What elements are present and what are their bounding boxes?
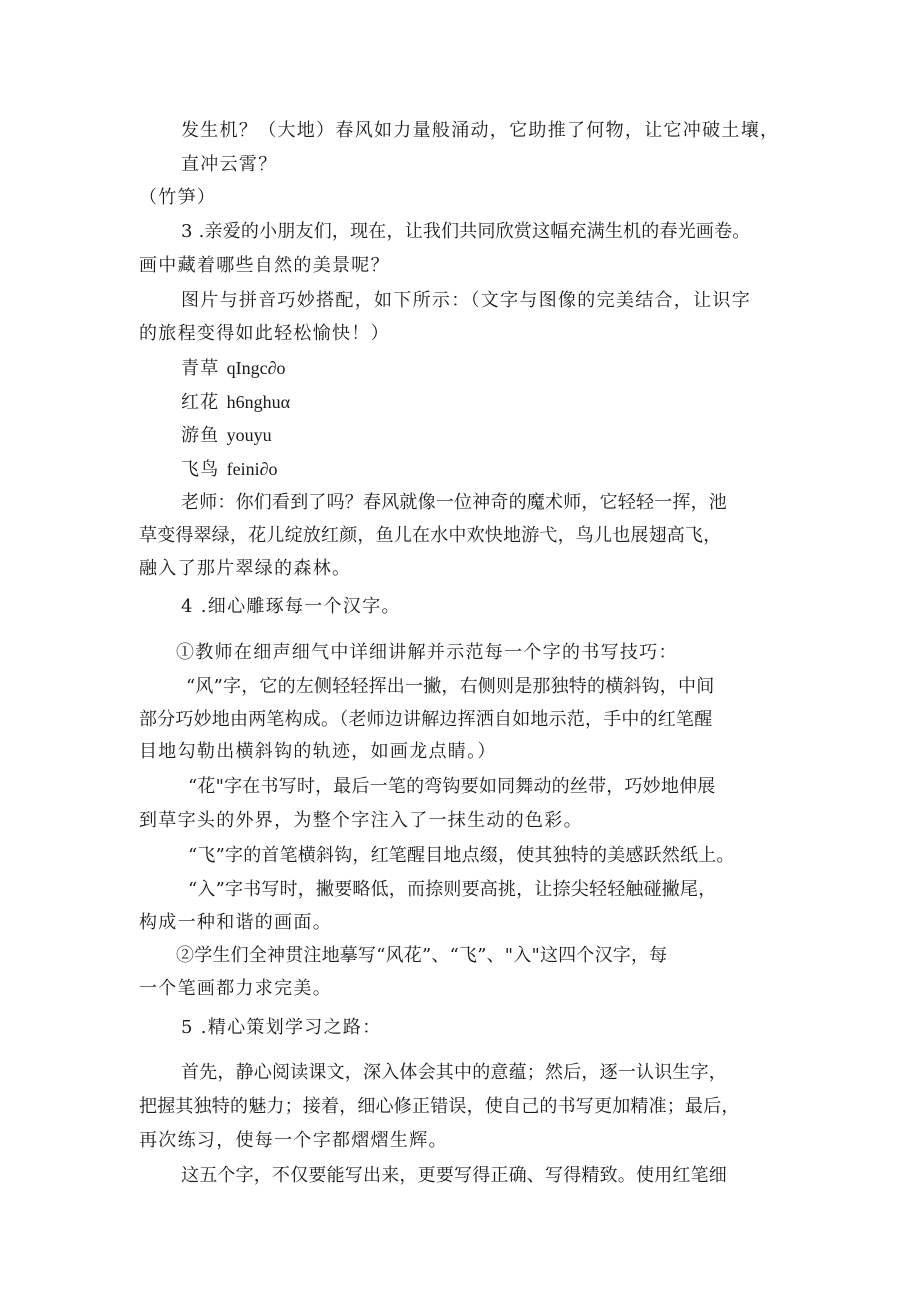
text-line: 再次练习，使每一个字都熠熠生辉。 <box>139 1130 448 1151</box>
vocab-item <box>181 357 286 380</box>
text-line: 部分巧妙地由两笔构成。（老师边讲解边挥洒自如地示范，手中的红笔醒 <box>139 709 713 730</box>
text-line: 融入了那片翠绿的森林。 <box>139 558 352 579</box>
vocab-item <box>181 391 290 414</box>
text-line: 把握其独特的魅力；接着，细心修正错误，使自己的书写更加精准；最后， <box>139 1096 740 1117</box>
text-line: 到草字头的外界，为整个字注入了一抹生动的色彩。 <box>139 810 583 831</box>
text-line: 3 .亲爱的小朋友们，现在，让我们共同欣赏这幅充满生机的春光画卷。 <box>181 221 751 242</box>
text-line: 一个笔画都力求完美。 <box>139 978 332 999</box>
section-heading: 5 .精心策划学习之路： <box>181 1017 382 1038</box>
text-line: 老师：你们看到了吗？春风就像一位神奇的魔术师，它轻轻一挥，池 <box>181 492 727 513</box>
text-line: ①教师在细声细气中详细讲解并示范每一个字的书写技巧： <box>176 642 678 663</box>
text-line: 这五个字，不仅要能写出来，更要写得正确、写得精致。使用红笔细 <box>181 1165 727 1186</box>
text-line: “飞”字的首笔横斜钩，红笔醒目地点缀，使其独特的美感跃然纸上。 <box>188 845 735 866</box>
vocab-item <box>181 458 278 481</box>
vocab-pinyin: h6nghuα <box>226 392 291 412</box>
text-line: 首先，静心阅读课文，深入体会其中的意蕴；然后，逐一认识生字， <box>181 1062 727 1083</box>
text-line: 的旅程变得如此轻松愉快！） <box>139 323 390 344</box>
vocab-item <box>181 424 272 447</box>
text-line: 草变得翠绿，花儿绽放红颜，鱼儿在水中欢快地游弋，鸟儿也展翅高飞， <box>139 525 722 546</box>
section-heading: 4 .细心雕琢每一个汉字。 <box>181 596 401 617</box>
vocab-word: 红花 <box>181 392 220 413</box>
text-line: “入”字书写时，撇要略低，而捺则要高挑，让捺尖轻轻触碰撇尾， <box>188 879 717 900</box>
vocab-word: 游鱼 <box>181 425 220 446</box>
text-line: “风”字，它的左侧轻轻挥出一撇，右侧则是那独特的横斜钩，中间 <box>186 676 715 697</box>
text-line: “花"字在书写时，最后一笔的弯钩要如同舞动的丝带，巧妙地伸展 <box>188 776 716 797</box>
text-line: ②学生们全神贯注地摹写“风花”、“飞”、"入"这四个汉字，每 <box>176 945 668 966</box>
vocab-word: 飞鸟 <box>181 459 220 480</box>
text-line: 目地勾勒出横斜钩的轨迹，如画龙点睛。） <box>139 741 497 762</box>
vocab-pinyin: youyu <box>226 425 272 445</box>
text-line: （竹笋） <box>139 187 217 208</box>
text-line: 图片与拼音巧妙搭配，如下所示：（文字与图像的完美结合，让识字 <box>181 290 751 311</box>
text-line: 画中藏着哪些自然的美景呢？ <box>139 255 390 276</box>
text-line: 构成一种和谐的画面。 <box>139 912 332 933</box>
vocab-pinyin: feini∂o <box>226 459 278 479</box>
vocab-pinyin: qIngc∂o <box>226 358 286 378</box>
text-line: 直冲云霄？ <box>181 154 278 175</box>
text-line: 发生机？（大地）春风如力量般涌动，它助推了何物，让它冲破土壤， <box>181 120 780 141</box>
vocab-word: 青草 <box>181 358 220 379</box>
